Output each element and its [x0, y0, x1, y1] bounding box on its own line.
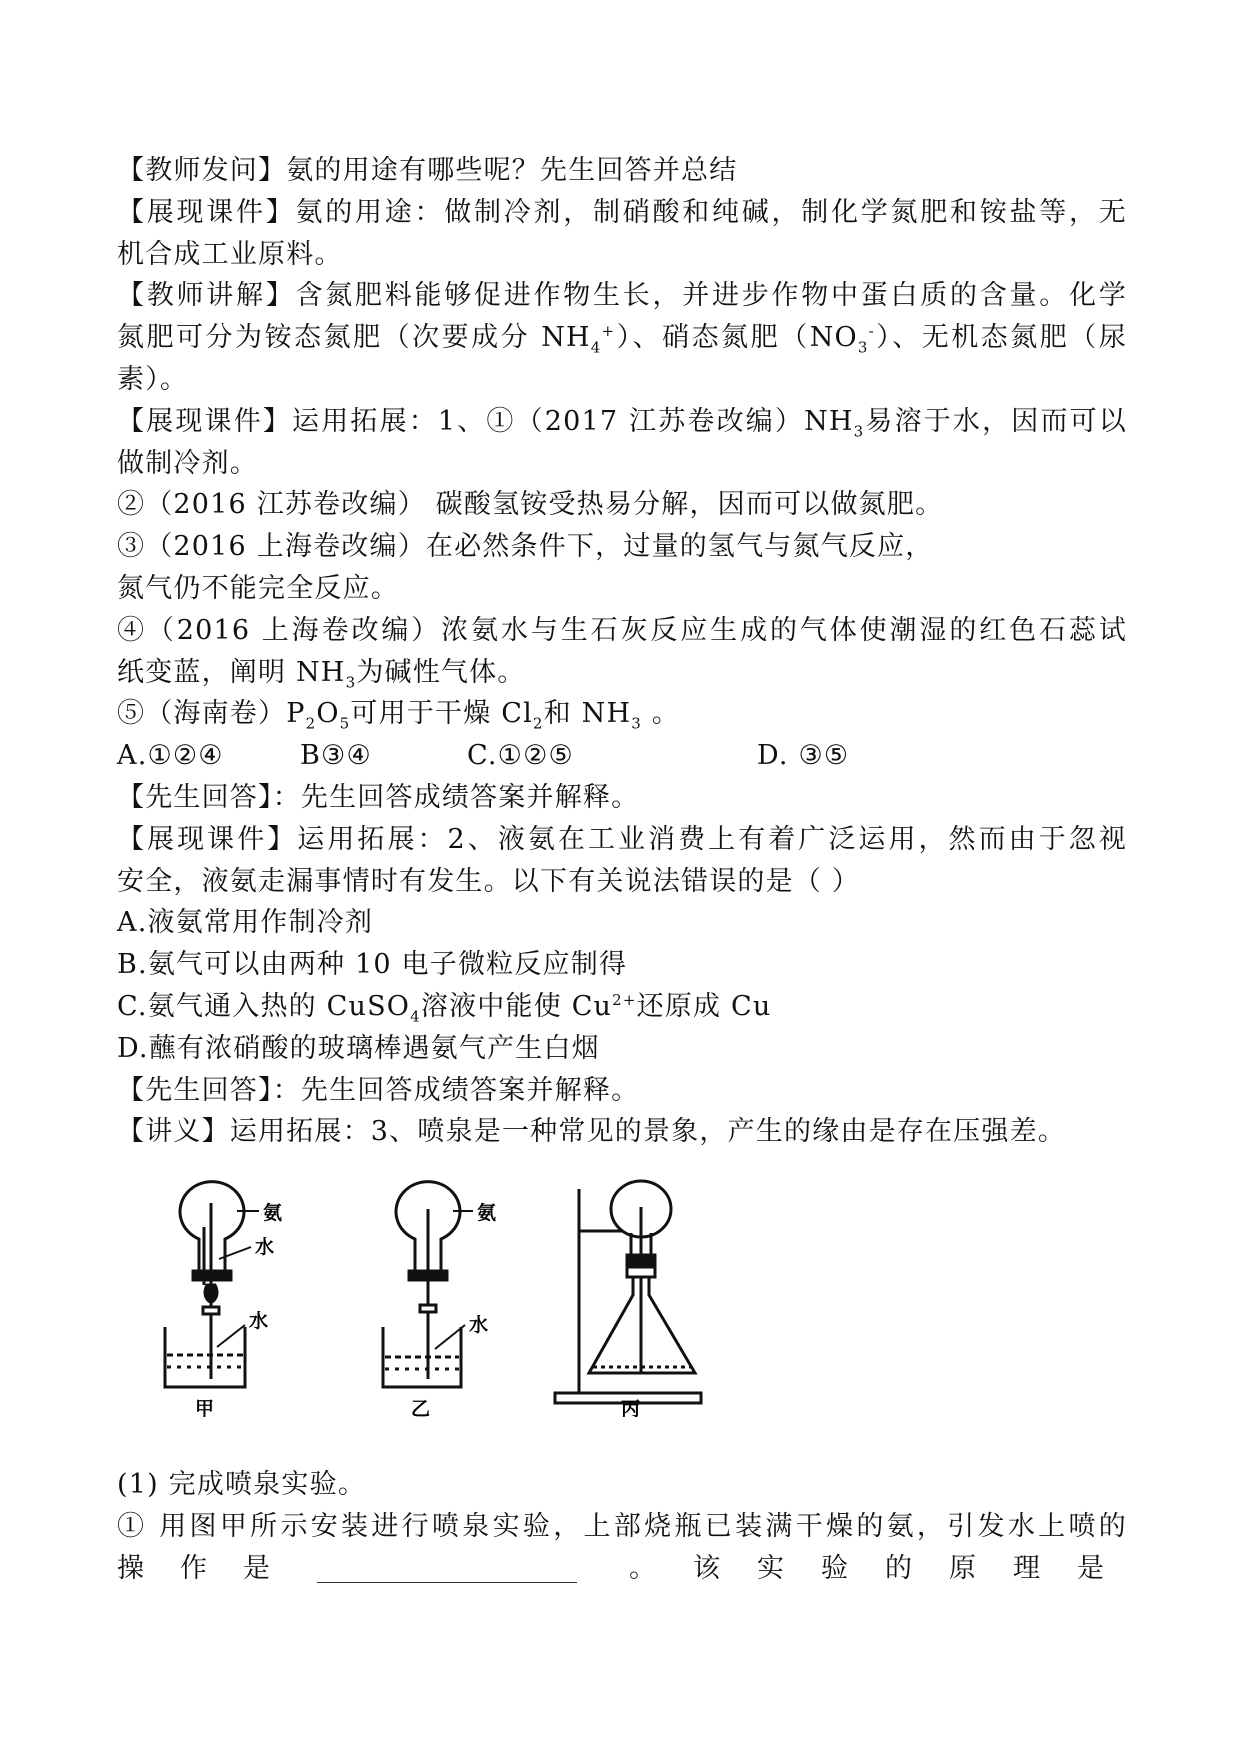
text-line: 【讲义】运用拓展：3、喷泉是一种常见的景象，产生的缘由是存在压强差。 — [117, 1116, 1066, 1148]
text-line: 氮肥可分为铵态氮肥（次要成分 $NH_4^+$）、硝态氮肥$(NO_3^-)$、无机态氮肥（尿 — [117, 322, 1127, 357]
fountain-apparatus-figure — [117, 1167, 1127, 1422]
text-line: 素）。 — [117, 363, 189, 395]
text-line: 【教师讲解】含氮肥料能够促进作物生长，并进步作物中蛋白质的含量。化学 — [117, 280, 1127, 312]
text-line: 做制冷剂。 — [117, 447, 258, 479]
label-water-beaker-yi: 水 — [469, 1314, 489, 1337]
option-a: A.①②④ — [117, 740, 224, 772]
text-line: ⑤（海南卷）$P_2O_5$可用于干燥 $Cl_2$和 $NH_3$ 。 — [117, 698, 680, 733]
option-b: B③④ — [300, 740, 372, 772]
text-line: 【展现课件】运用拓展：2、液氨在工业消费上有着广泛运用，然而由于忽视 — [117, 823, 1127, 855]
text-line: ②（2016 江苏卷改编） 碳酸氢铵受热易分解，因而可以做氮肥。 — [117, 489, 944, 521]
apparatus-yi — [383, 1182, 473, 1387]
text-line: 操作是 。该实验的原理是 — [117, 1552, 1141, 1584]
label-water-flask-jia: 水 — [255, 1236, 275, 1259]
caption-bing: 丙 — [621, 1398, 641, 1418]
caption-jia: 甲 — [195, 1398, 215, 1418]
text-line: ① 用图甲所示安装进行喷泉实验，上部烧瓶已装满干燥的氨，引发水上喷的 — [117, 1510, 1127, 1542]
options-line — [117, 735, 1127, 777]
text-line: (1) 完成喷泉实验。 — [117, 1469, 367, 1501]
option-d: D. ③⑤ — [757, 740, 850, 772]
text-line: B.氨气可以由两种 10 电子微粒反应制得 — [117, 949, 628, 981]
text-line: ④（2016 上海卷改编）浓氨水与生石灰反应生成的气体使潮湿的红色石蕊试 — [117, 614, 1127, 646]
document-page — [117, 150, 1141, 1590]
label-water-beaker-jia: 水 — [249, 1310, 269, 1333]
label-ammonia-yi: 氨 — [477, 1202, 497, 1225]
text-line: 【展现课件】运用拓展：1、①（2017 江苏卷改编）$NH_3$易溶于水，因而可以 — [117, 405, 1127, 441]
text-line: C.氨气通入热的 CuSO$_4$溶液中能使 $Cu^{2+}$还原成 Cu — [117, 990, 772, 1026]
text-line: 【教师发问】氨的用途有哪些呢？先生回答并总结 — [117, 155, 738, 186]
text-line: 纸变蓝，阐明 $NH_3$为碱性气体。 — [117, 656, 526, 691]
text-line: ③（2016 上海卷改编）在必然条件下，过量的氢气与氮气反应， — [117, 531, 934, 563]
text-line: D.蘸有浓硝酸的玻璃棒遇氨气产生白烟 — [117, 1032, 600, 1064]
text-line: 【先生回答】：先生回答成绩答案并解释。 — [117, 781, 640, 813]
text-line: 氮气仍不能完全反应。 — [117, 572, 399, 604]
text-line: A.液氨常用作制冷剂 — [117, 907, 374, 939]
apparatus-bing — [555, 1181, 701, 1403]
text-line: 安全，液氨走漏事情时有发生。以下有关说法错误的是（ ） — [117, 865, 860, 897]
apparatus-jia — [165, 1182, 259, 1387]
option-c: C.①②⑤ — [467, 740, 574, 772]
text-line: 机合成工业原料。 — [117, 238, 343, 270]
apparatus-diagram — [147, 1167, 867, 1417]
caption-yi: 乙 — [411, 1398, 431, 1418]
text-line: 【展现课件】氨的用途：做制冷剂，制硝酸和纯碱，制化学氮肥和铵盐等，无 — [117, 196, 1127, 228]
answer-blank[interactable] — [317, 1556, 577, 1583]
text-line: 【先生回答】：先生回答成绩答案并解释。 — [117, 1074, 640, 1106]
label-ammonia-jia: 氨 — [263, 1202, 283, 1225]
